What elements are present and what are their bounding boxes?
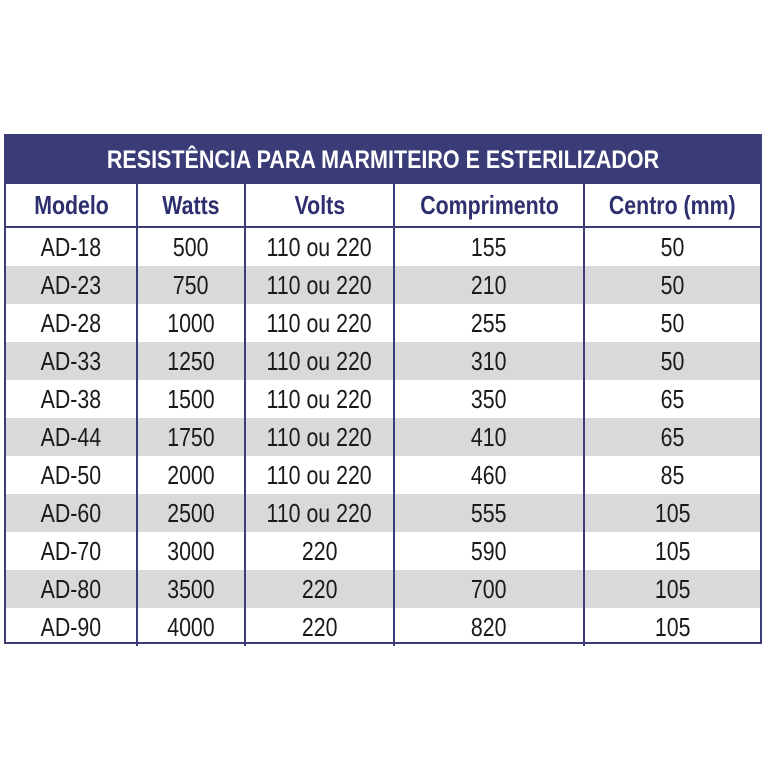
cell-volts: 220: [245, 608, 394, 646]
cell-comprimento: 210: [394, 266, 584, 304]
cell-volts: 110 ou 220: [245, 227, 394, 266]
cell-volts: 110 ou 220: [245, 494, 394, 532]
cell-comprimento: 590: [394, 532, 584, 570]
header-centro: Centro (mm): [584, 184, 760, 227]
cell-modelo: AD-18: [40, 231, 102, 262]
header-volts: Volts: [245, 184, 394, 227]
cell-modelo: AD-50: [40, 459, 102, 490]
cell-comprimento: 410: [394, 418, 584, 456]
table-row: [6, 266, 760, 304]
cell-centro: 105: [584, 570, 760, 608]
cell-watts: 3500: [137, 570, 245, 608]
table-row: [6, 342, 760, 380]
cell-modelo: AD-80: [6, 570, 137, 608]
cell-comprimento: 820: [394, 608, 584, 646]
cell-centro: 50: [584, 266, 760, 304]
cell-centro: 105: [584, 494, 760, 532]
cell-centro: 105: [584, 608, 760, 646]
table-row: [6, 608, 760, 646]
cell-watts: 2500: [137, 494, 245, 532]
table-row: [6, 570, 760, 608]
cell-modelo: AD-60: [6, 494, 137, 532]
cell-volts: 110 ou 220: [245, 418, 394, 456]
cell-watts: 1250: [137, 342, 245, 380]
cell-comprimento: 350: [394, 380, 584, 418]
cell-volts: 110 ou 220: [245, 456, 394, 494]
table-row: [6, 494, 760, 532]
cell-watts: 1000: [137, 304, 245, 342]
cell-volts: 110 ou 220: [245, 266, 394, 304]
header-watts: Watts: [137, 184, 245, 227]
table-row: [6, 380, 760, 418]
cell-volts: 110 ou 220: [245, 304, 394, 342]
cell-comprimento: 460: [394, 456, 584, 494]
table-row: [6, 304, 760, 342]
cell-comprimento: 155: [394, 227, 584, 266]
cell-centro: 65: [584, 380, 760, 418]
header-row: [6, 184, 760, 227]
cell-comprimento: 310: [394, 342, 584, 380]
cell-modelo: AD-38: [40, 383, 102, 414]
data-table: [6, 184, 760, 646]
cell-modelo: AD-28: [40, 307, 102, 338]
header-modelo: Modelo: [6, 184, 137, 227]
cell-centro: 85: [584, 456, 760, 494]
cell-centro: 65: [584, 418, 760, 456]
table-body: [6, 227, 760, 646]
cell-modelo: AD-70: [40, 535, 102, 566]
cell-comprimento: 700: [394, 570, 584, 608]
cell-centro: 50: [584, 342, 760, 380]
cell-centro: 50: [584, 227, 760, 266]
cell-watts: 750: [137, 266, 245, 304]
cell-watts: 1500: [137, 380, 245, 418]
cell-watts: 2000: [137, 456, 245, 494]
cell-centro: 105: [584, 532, 760, 570]
cell-watts: 4000: [137, 608, 245, 646]
cell-modelo: AD-23: [6, 266, 137, 304]
cell-volts: 110 ou 220: [245, 380, 394, 418]
spec-table: [4, 134, 762, 644]
cell-centro: 50: [584, 304, 760, 342]
cell-watts: 3000: [137, 532, 245, 570]
table-row: [6, 456, 760, 494]
cell-watts: 1750: [137, 418, 245, 456]
cell-volts: 220: [245, 532, 394, 570]
title-bar: [6, 136, 760, 184]
table-row: [6, 418, 760, 456]
cell-volts: 220: [245, 570, 394, 608]
header-comprimento: Comprimento: [394, 184, 584, 227]
cell-modelo: AD-90: [40, 611, 102, 642]
table-row: [6, 227, 760, 266]
table-row: [6, 532, 760, 570]
cell-watts: 500: [137, 227, 245, 266]
cell-comprimento: 255: [394, 304, 584, 342]
table-title: RESISTÊNCIA PARA MARMITEIRO E ESTERILIZADOR: [59, 136, 707, 184]
cell-volts: 110 ou 220: [245, 342, 394, 380]
cell-modelo: AD-44: [6, 418, 137, 456]
cell-modelo: AD-33: [6, 342, 137, 380]
cell-comprimento: 555: [394, 494, 584, 532]
